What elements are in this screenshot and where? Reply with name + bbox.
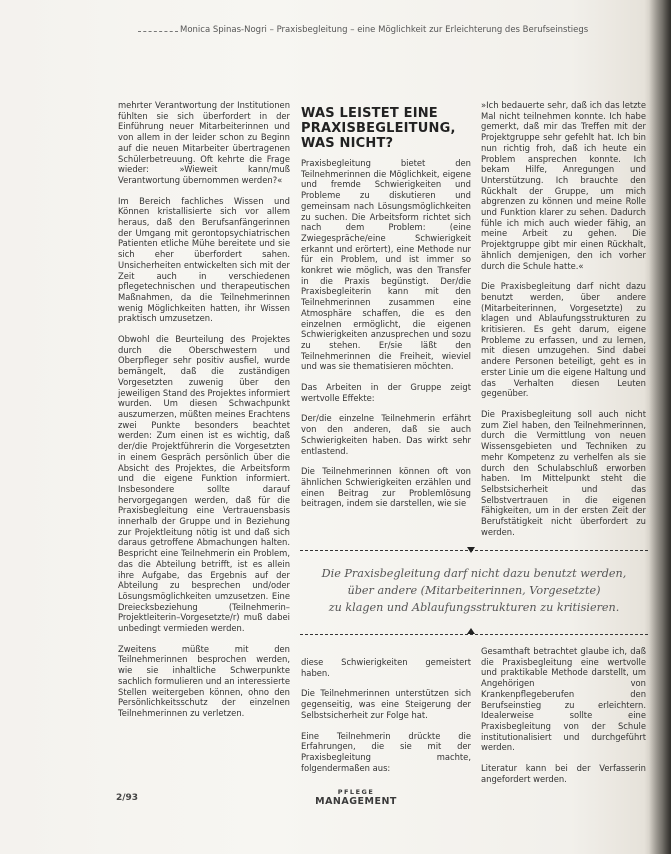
text-column-3	[481, 100, 646, 547]
section-heading	[301, 106, 471, 151]
pullquote-marker-down-icon	[467, 547, 475, 553]
logo-top-text: PFLEGE	[337, 788, 375, 796]
page-binding-shadow	[649, 0, 671, 854]
heading-line: PRAXISBEGLEITUNG,	[301, 121, 456, 136]
text-column-1	[118, 100, 290, 729]
paragraph: diese Schwierigkeiten gemeistert haben.	[301, 657, 471, 678]
paragraph: Die Praxisbegleitung darf nicht dazu benutzt werden, über andere (Mitarbeiterinnen, Vorgesetzte) zu klagen und Ablaufungsstrukturen zu kritisieren. Es geht darum, eigene Probleme zu erfassen, und zu lernen, mit diesen umzugehen. Sind dabei andere Personen beteiligt, geht es in erster Linie um die eigene Haltung und das Verhalten diesen Leuten gegenüber.	[481, 281, 646, 399]
heading-line: WAS NICHT?	[301, 136, 394, 151]
paragraph: Gesamthaft betrachtet glaube ich, daß die Praxisbegleitung eine wertvolle und praktikable Methode darstellt, um Angehörigen von Krankenpflegeberufen den Berufseinstieg zu erleichtern. Idealerweise sollte eine Praxisbegleitung von der Schule institutionalisiert und durchgeführt werden.	[481, 646, 646, 753]
page-number: 2/93	[116, 793, 139, 803]
pullquote-line: zu klagen und Ablaufungsstrukturen zu kritisieren.	[328, 601, 620, 614]
paragraph: mehrter Verantwortung der Institutionen fühlten sie sich überfordert in der Einführung neuer Mitarbeiterinnen und von allem in der leider schon zu Beginn auf die neuen Mitarbeiter übertragenen Schülerbetreuung. Oft kehrte die Frage wieder: »Wieweit kann/muß Verantwortung übernommen werden?«	[118, 100, 290, 185]
paragraph: Obwohl die Beurteilung des Projektes durch die Oberschwestern und Oberpfleger sehr positiv ausfiel, wurde bemängelt, daß die zuständigen Vorgesetzten zuwenig über den jeweiligen Stand des Projektes informiert wurden. Um diesen Schwachpunkt auszumerzen, müßten meines Erachtens zwei Punkte besonders beachtet werden: Zum einen ist es wichtig, daß der/die Projektführerin die Vorgesetzten in einem Gespräch persönlich über die Absicht des Projektes, die Arbeitsform und die eigene Funktion informiert. Insbesondere sollte darauf hervorgegangen werden, daß für die Praxisbegleitung eine Vertrauensbasis innerhalb der Gruppe und in Beziehung zur Projektleitung nötig ist und daß sich daraus getroffene Abmachungen halten. Bespricht eine Teilnehmerin ein Problem, das die Abteilung betrifft, ist es allein ihre Aufgabe, das Ergebnis auf der Abteilung zu besprechen und/oder Lösungsmöglichkeiten umzusetzen. Eine Dreiecksbeziehung (Teilnehmerin–Projektleiterin–Vorgesetzte/r) muß dabei unbedingt vermieden werden.	[118, 334, 290, 634]
pullquote-line: über andere (Mitarbeiterinnen, Vorgesetzte)	[347, 584, 601, 597]
paragraph: Die Teilnehmerinnen unterstützen sich gegenseitig, was eine Steigerung der Selbstsicherheit zur Folge hat.	[301, 688, 471, 720]
paragraph: Die Teilnehmerinnen können oft von ähnlichen Schwierigkeiten erzählen und einen Beitrag zur Problemlösung beitragen, indem sie darstellen, wie sie	[301, 466, 471, 509]
paragraph: Eine Teilnehmerin drückte die Erfahrungen, die sie mit der Praxisbegleitung machte, folgendermaßen aus:	[301, 730, 471, 773]
paragraph: Das Arbeiten in der Gruppe zeigt wertvolle Effekte:	[301, 382, 471, 403]
paragraph: »Ich bedauerte sehr, daß ich das letzte Mal nicht teilnehmen konnte. Ich habe gemerkt, daß mir das Treffen mit der Projektgruppe sehr gefehlt hat. Ich bin nun richtig froh, daß ich heute ein Problem ansprechen konnte. Ich bekam Hilfe, Anregungen und Unterstützung. Ich brauchte den Rückhalt der Gruppe, um mich abgrenzen zu können und meine Rolle und Funktion klarer zu sehen. Dadurch fühle ich mich auch wieder fähig, an meine Arbeit zu gehen. Die Projektgruppe gibt mir einen Rückhalt, ähnlich demjenigen, den ich vorher durch die Schule hatte.«	[481, 100, 646, 271]
running-header: Monica Spinas-Nogri – Praxisbegleitung – eine Möglichkeit zur Erleichterung des Berufseinstiegs	[180, 25, 589, 35]
logo-bottom-text: MANAGEMENT	[315, 796, 397, 807]
paragraph: Praxisbegleitung bietet den Teilnehmerinnen die Möglichkeit, eigene und fremde Schwierigkeiten und Probleme zu diskutieren und gemeinsam nach Lösungsmöglichkeiten zu suchen. Die Arbeitsform richtet sich nach dem Problem: (eine Zwiegespräche/eine Schwierigkeit erkannt und erörtert), eine Methode nur für ein Problem, und ist immer so konkret wie möglich, was den Transfer in die Praxis begünstigt. Der/die Praxisbegleiterin kann mit den Teilnehmerinnen zusammen eine Atmosphäre schaffen, die es den einzelnen ermöglicht, die eigenen Schwierigkeiten anzusprechen und sozu zu stehen. Er/sie läßt den Teilnehmerinnen die Freiheit, wieviel und was sie thematisieren möchten.	[301, 158, 471, 372]
text-column-2	[301, 158, 471, 519]
paragraph: Der/die einzelne Teilnehmerin erfährt von den anderen, daß sie auch Schwierigkeiten haben. Das wirkt sehr entlastend.	[301, 413, 471, 456]
magazine-logo	[303, 789, 409, 807]
paragraph: Im Bereich fachliches Wissen und Können kristallisierte sich vor allem heraus, daß den Berufsanfängerinnen der Umgang mit gerontopsychiatrischen Patienten etliche Mühe bereitete und sie sich eher überfordert sahen. Unsicherheiten entwickelten sich mit der Zeit auch in verschiedenen pflegetechnischen und therapeutischen Maßnahmen, da die Teilnehmerinnen wenig Möglichkeiten hatten, ihr Wissen praktisch umzusetzen.	[118, 195, 290, 324]
paragraph: Literatur kann bei der Verfasserin angefordert werden.	[481, 763, 646, 784]
header-rule	[138, 31, 178, 32]
pullquote	[300, 565, 648, 616]
pullquote-rule-bottom	[300, 634, 648, 635]
paragraph: Die Praxisbegleitung soll auch nicht zum Ziel haben, den Teilnehmerinnen, durch die Vermittlung von neuen Wissensgebieten und Techniken zu mehr Kompetenz zu verhelfen als sie durch den Schulabschluß erworben haben. Im Mittelpunkt steht die Selbstsicherheit und das Selbstvertrauen in die eigenen Fähigkeiten, um in der ersten Zeit der Berufstätigkeit nicht überfordert zu werden.	[481, 408, 646, 537]
text-column-3-continued	[481, 646, 646, 794]
pullquote-line: Die Praxisbegleitung darf nicht dazu benutzt werden,	[321, 567, 627, 580]
heading-line: WAS LEISTET EINE	[301, 106, 438, 121]
text-column-2-continued	[301, 657, 471, 783]
paragraph: Zweitens müßte mit den Teilnehmerinnen besprochen werden, wie sie inhaltliche Schwerpunkte sachlich formulieren und an interessierte Stellen weitergeben können, ohno den Persönlichkeitsschutz der einzelnen Teilnehmerinnen zu verletzen.	[118, 643, 290, 718]
